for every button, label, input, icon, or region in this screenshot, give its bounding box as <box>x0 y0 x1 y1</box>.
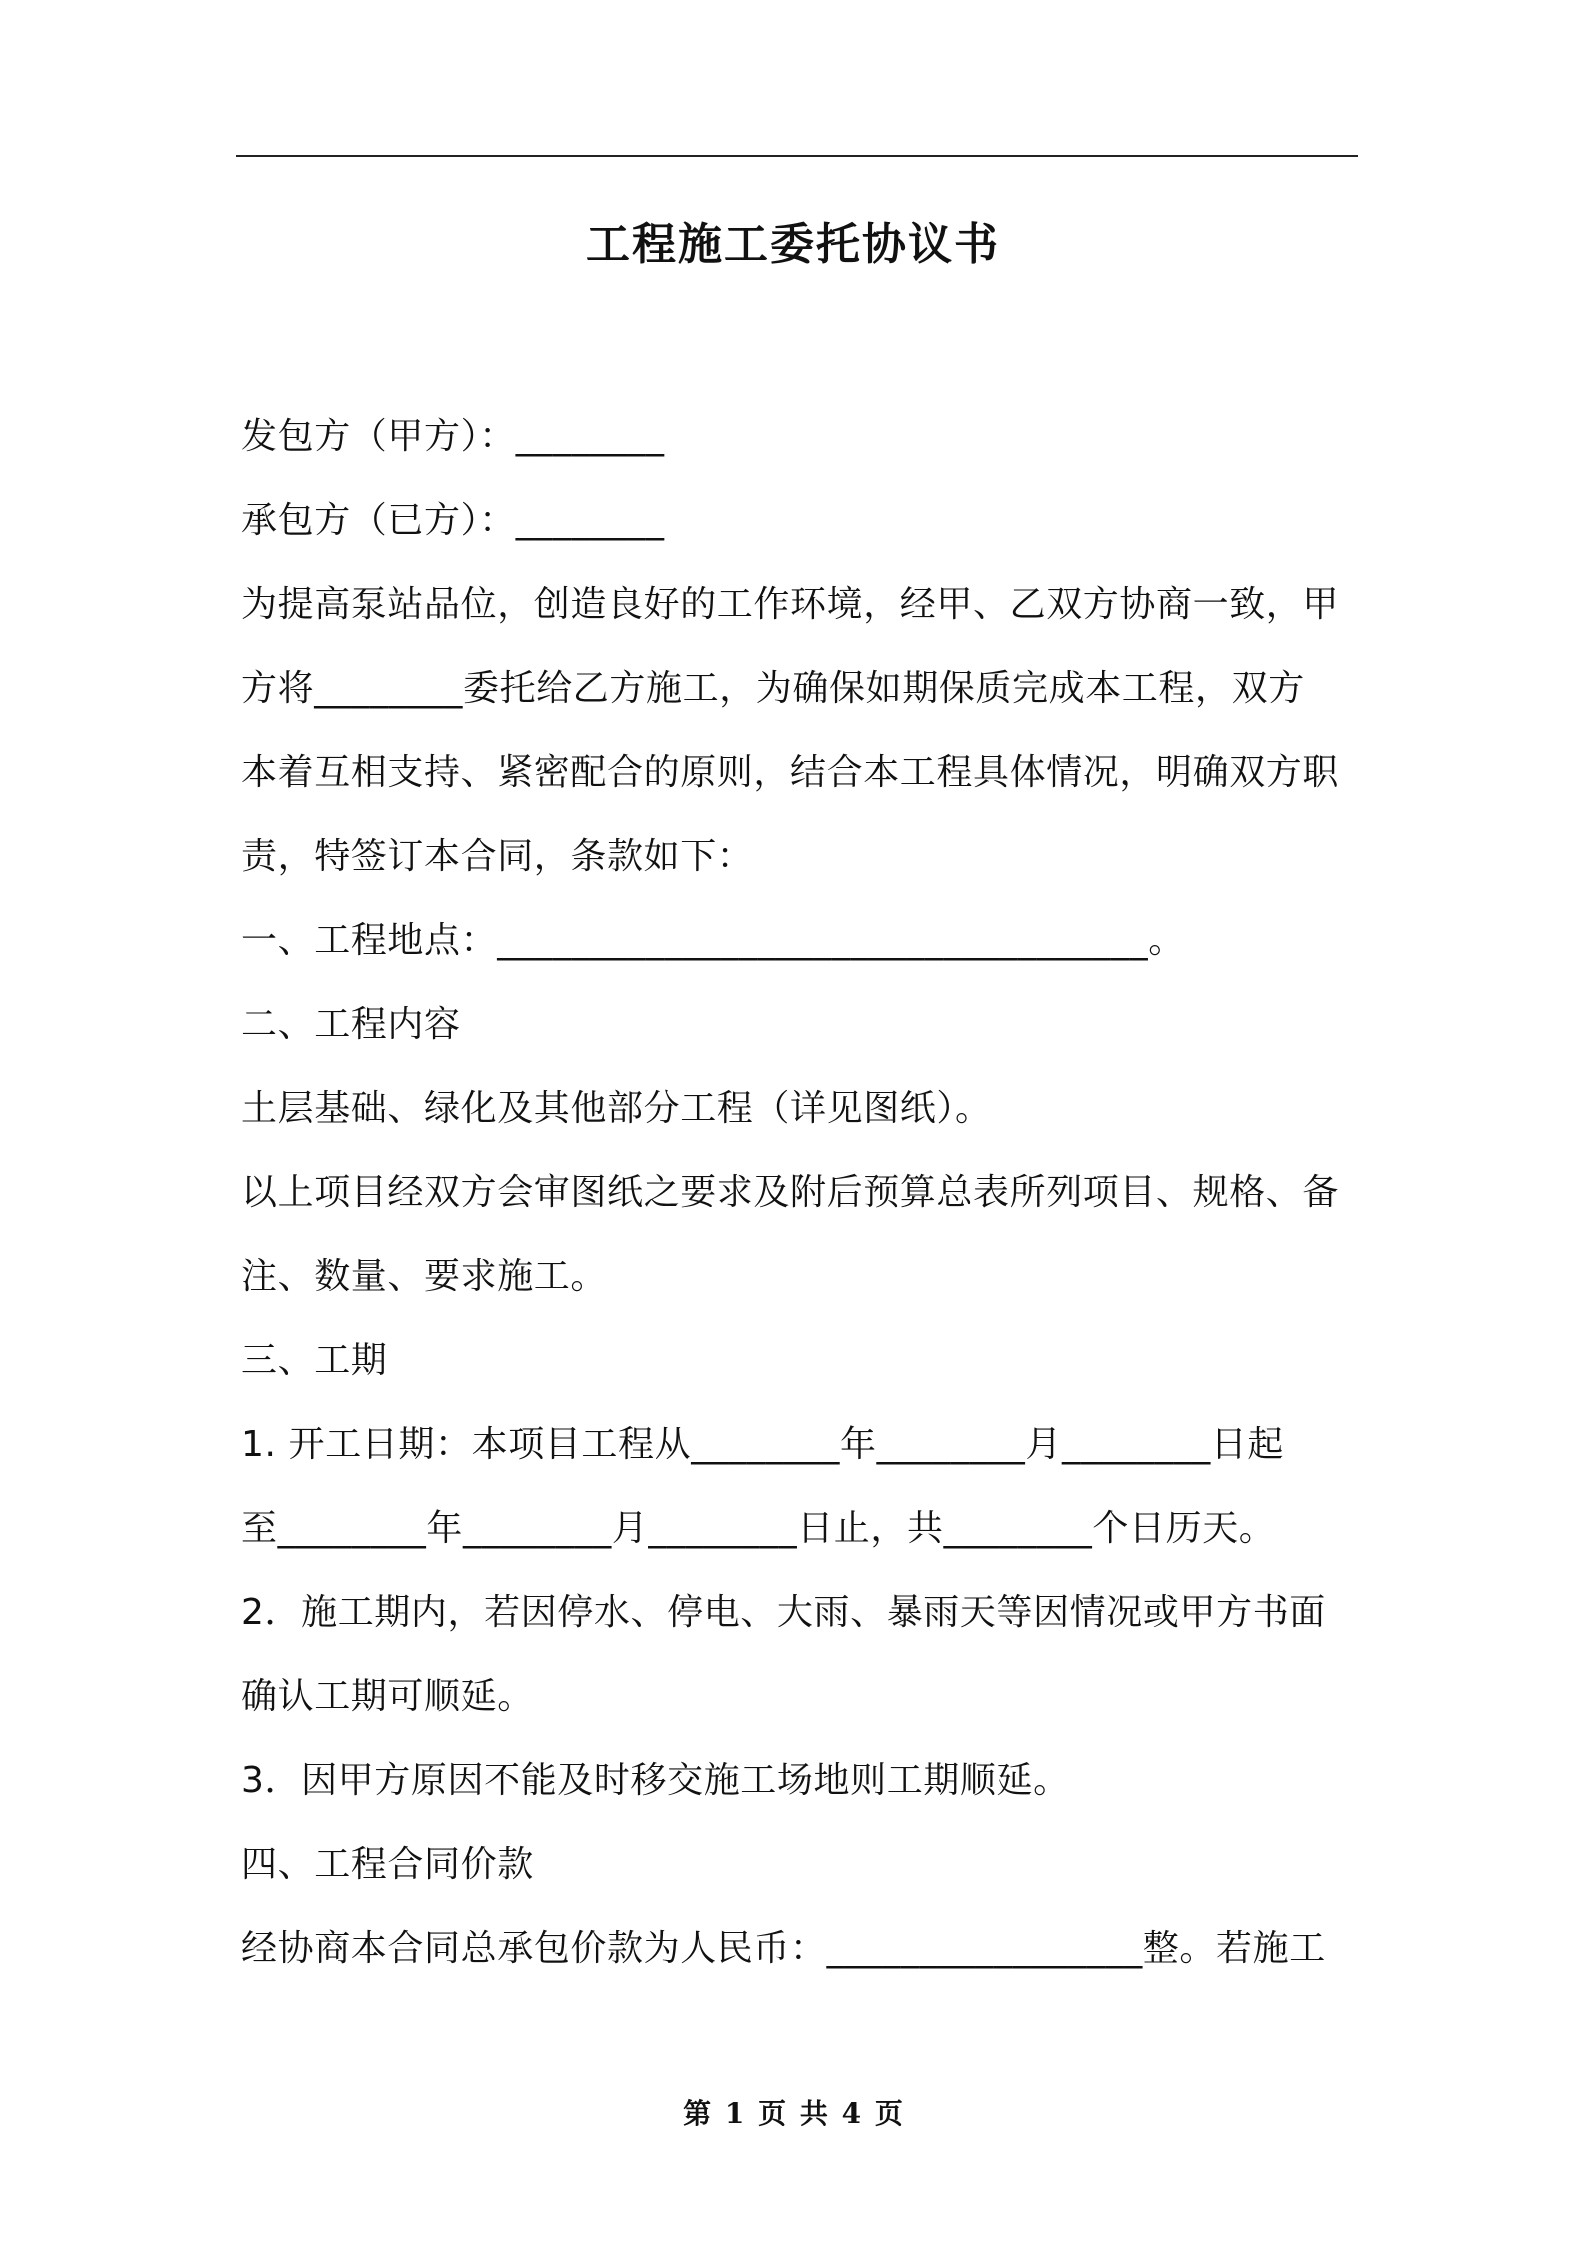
section-2-text-3: 注、数量、要求施工。 <box>241 1256 608 1297</box>
header-rule <box>236 155 1358 157</box>
section-3-item-1-line-1: 1. 开工日期：本项目工程从________年________月________日起 <box>241 1424 1284 1465</box>
party-b-line: 承包方（已方）：________ <box>241 500 665 541</box>
document-title: 工程施工委托协议书 <box>586 219 1000 270</box>
preamble-line-3: 本着互相支持、紧密配合的原则，结合本工程具体情况，明确双方职 <box>241 752 1340 793</box>
section-3-item-2-line-1: 2．施工期内，若因停水、停电、大雨、暴雨天等因情况或甲方书面 <box>241 1592 1326 1633</box>
section-2-text-2: 以上项目经双方会审图纸之要求及附后预算总表所列项目、规格、备 <box>241 1172 1340 1213</box>
section-3-heading: 三、工期 <box>241 1340 388 1381</box>
section-3-item-3: 3．因甲方原因不能及时移交施工场地则工期顺延。 <box>241 1760 1070 1801</box>
section-2-heading: 二、工程内容 <box>241 1004 461 1045</box>
section-4-text-1: 经协商本合同总承包价款为人民币：_________________整。若施工 <box>241 1928 1326 1969</box>
section-3-item-1-line-2: 至________年________月________日止，共________个日历天。 <box>241 1508 1276 1549</box>
preamble-line-2: 方将________委托给乙方施工，为确保如期保质完成本工程，双方 <box>241 668 1305 709</box>
preamble-line-1: 为提高泵站品位，创造良好的工作环境，经甲、乙双方协商一致，甲 <box>241 584 1340 625</box>
section-1-location: 一、工程地点：___________________________________。 <box>241 920 1185 961</box>
section-3-item-2-line-2: 确认工期可顺延。 <box>241 1676 534 1717</box>
document-body <box>241 405 1361 2001</box>
section-4-heading: 四、工程合同价款 <box>241 1844 534 1885</box>
preamble-line-4: 责，特签订本合同，条款如下： <box>241 836 754 877</box>
section-2-text-1: 土层基础、绿化及其他部分工程（详见图纸）。 <box>241 1088 992 1129</box>
page-footer: 第 1 页 共 4 页 <box>683 2097 903 2130</box>
party-a-line: 发包方（甲方）：________ <box>241 416 665 457</box>
